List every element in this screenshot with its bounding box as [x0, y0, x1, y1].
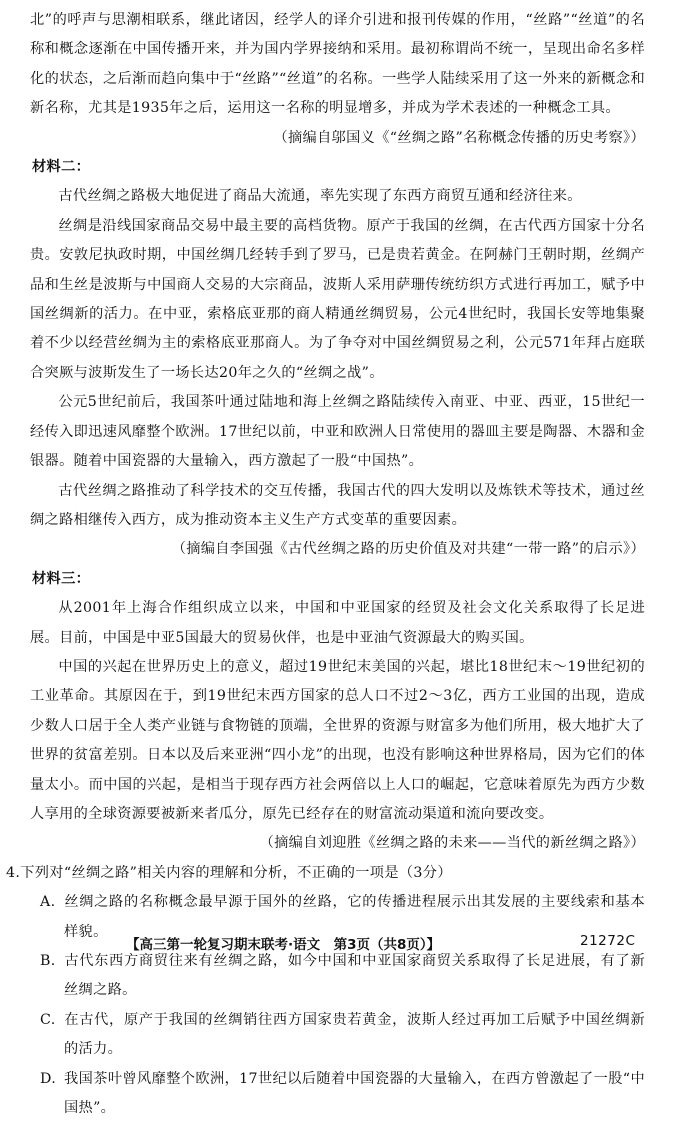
question-4-option-c — [40, 1006, 645, 1065]
option-letter: D. — [40, 1070, 57, 1087]
material-two-heading: 材料二： — [32, 159, 91, 176]
exam-page — [6, 6, 645, 1123]
option-letter: B. — [40, 953, 56, 969]
material-two-source: （摘编自李国强《古代丝绸之路的历史价值及对共建“一带一路”的启示》） — [171, 541, 645, 558]
question-4-option-d — [40, 1065, 645, 1123]
option-text: 在古代，原产于我国的丝绸销往西方国家贵若黄金，波斯人经过再加工后赋予中国丝绸新的活力。 — [64, 1011, 645, 1058]
material-three-paragraph-2: 中国的兴起在世界历史上的意义，超过19世纪末美国的兴起，堪比18世纪末～19世纪初的工业革命。其原因在于，到19世纪末西方国家的总人口不过2～3亿，西方工业国的出现，造成少数人口居于全人类产业链与食物链的顶端，全世界的资源与财富多为他们所用，极大地扩大了世界的贫富差别。日本以及后来亚洲“四小龙”的出现，也没有影响这种世界格局，因为它们的体量太小。而中国的兴起，是相当于现存西方社会两倍以上人口的崛起，它意味着原先为西方少数人享用的全球资源要被新来者瓜分，原先已经存在的财富流动渠道和流向要改变。 — [30, 658, 645, 822]
material-two-paragraph-3: 公元5世纪前后，我国茶叶通过陆地和海上丝绸之路陆续传入南亚、中亚、西亚，15世纪一经传入即迅速风靡整个欧洲。17世纪以前，中亚和欧洲人日常使用的器皿主要是陶器、木器和金银器。随着中国瓷器的大量输入，西方激起了一股“中国热”。 — [30, 394, 645, 470]
material-two-paragraph-1: 古代丝绸之路极大地促进了商品大流通，率先实现了东西方商贸互通和经济往来。 — [58, 188, 582, 205]
question-4-stem: 4.下列对“丝绸之路”相关内容的理解和分析，不正确的一项是（3分） — [6, 864, 452, 881]
option-text: 古代东西方商贸往来有丝绸之路，如今中国和中亚国家商贸关系取得了长足进展，有了新丝绸之路。 — [64, 953, 645, 999]
material-three-paragraph-1: 从2001年上海合作组织成立以来，中国和中亚国家的经贸及社会文化关系取得了长足进展。目前，中国是中亚5国最大的贸易伙伴，也是中亚油气资源最大的购买国。 — [30, 600, 645, 646]
footer-exam-code: 21272C — [580, 933, 636, 949]
option-text: 丝绸之路的名称概念最早源于国外的丝路，它的传播进程展示出其发展的主要线索和基本样貌。 — [64, 894, 645, 940]
material-three-heading: 材料三： — [32, 570, 91, 587]
material-one-tail-paragraph: 北”的呼声与思潮相联系，继此诸因，经学人的译介引进和报刊传媒的作用，“丝路”“丝道”的名称和概念逐渐在中国传播开来，并为国内学界接纳和采用。最初称谓尚不统一，呈现出命名多样化的状态，之后渐而趋向集中于“丝路”“丝道”的名称。一些学人陆续采用了这一外来的新概念和新名称，尤其是1935年之后，运用这一名称的明显增多，并成为学术表述的一种概念工具。 — [30, 12, 645, 117]
question-4-option-b — [40, 947, 645, 1006]
option-letter: A. — [40, 894, 56, 911]
material-three-source: （摘编自刘迎胜《丝绸之路的未来——当代的新丝绸之路》） — [259, 835, 645, 852]
material-two-paragraph-4: 古代丝绸之路推动了科学技术的交互传播，我国古代的四大发明以及炼铁术等技术，通过丝绸之路相继传入西方，成为推动资本主义生产方式变革的重要因素。 — [30, 482, 645, 528]
option-letter: C. — [40, 1011, 56, 1028]
material-two-paragraph-2: 丝绸是沿线国家商品交易中最主要的高档货物。原产于我国的丝绸，在古代西方国家十分名贵。安敦尼执政时期，中国丝绸几经转手到了罗马，已是贵若黄金。在阿赫门王朝时期，丝绸产品和生丝是波斯与中国商人交易的大宗商品，波斯人采用萨珊传统纺织方式进行再加工，赋予中国丝绸新的活力。在中亚，索格底亚那的商人精通丝绸贸易，公元4世纪时，我国长安等地集聚着不少以经营丝绸为主的索格底亚那商人。为了争夺对中国丝绸贸易之利，公元571年拜占庭联合突厥与波斯发生了一场长达20年之久的“丝绸之战”。 — [30, 217, 645, 381]
footer-exam-title: 【高三第一轮复习期末联考·语文 第3页（共8页）】 — [126, 937, 441, 953]
option-text: 我国茶叶曾风靡整个欧洲，17世纪以后随着中国瓷器的大量输入，在西方曾激起了一股“中国热”。 — [64, 1070, 645, 1117]
material-one-source: （摘编自邬国义《“丝绸之路”名称概念传播的历史考察》） — [273, 129, 645, 146]
